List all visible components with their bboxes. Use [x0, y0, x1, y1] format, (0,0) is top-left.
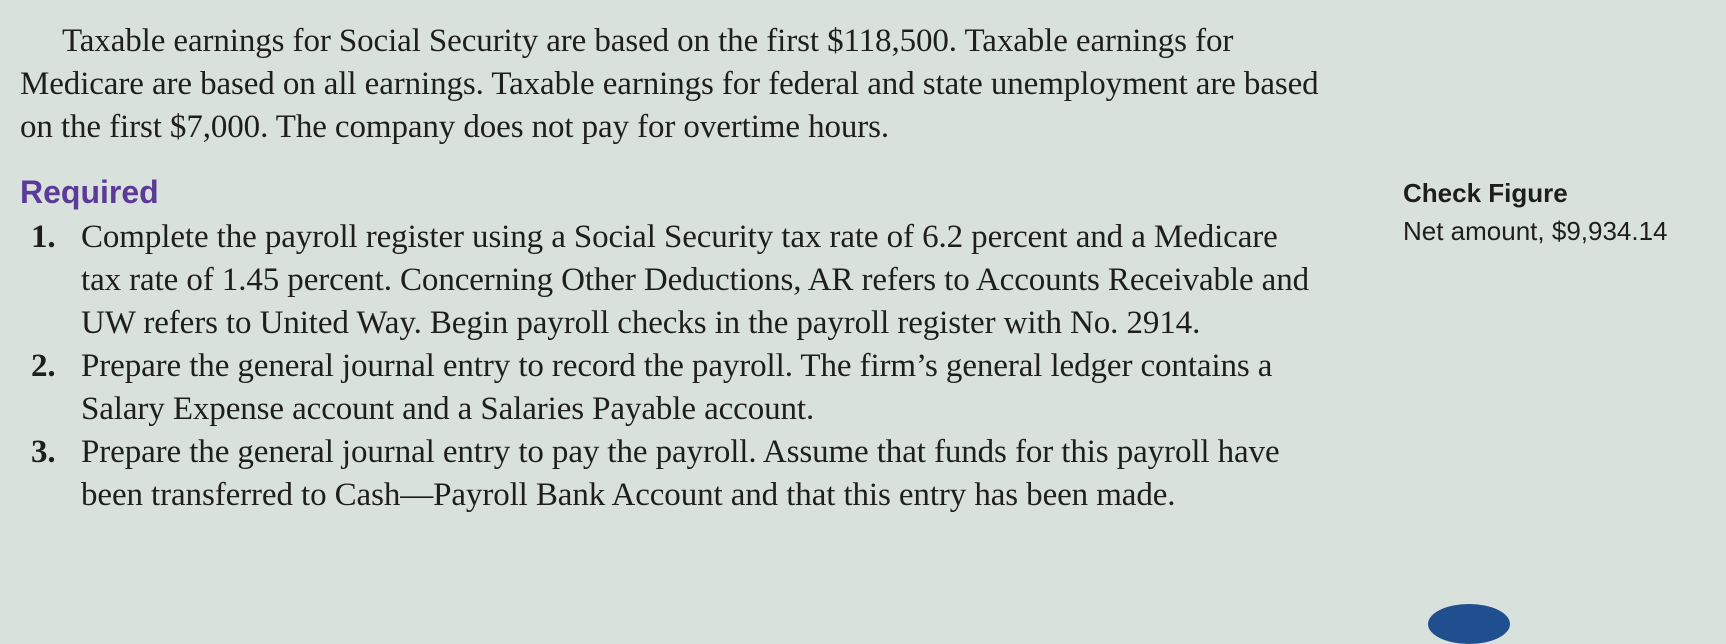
required-heading: Required: [20, 174, 159, 210]
requirements-list: [20, 216, 1320, 517]
intro-paragraph: Taxable earnings for Social Security are based on the first $118,500. Taxable earnings for Medicare are based on all earnings. Taxable earnings for federal and state unemployment are based on the first $7,000. The company does not pay for overtime hours.: [20, 23, 1319, 145]
requirement-number: 1.: [31, 219, 56, 255]
check-figure-box: [1403, 175, 1668, 251]
check-figure-title: Check Figure: [1403, 178, 1568, 208]
requirement-number: 2.: [31, 348, 56, 384]
requirement-number: 3.: [31, 434, 56, 470]
decorative-corner-mark: [1428, 604, 1510, 644]
requirement-text: Prepare the general journal entry to record the payroll. The firm’s general ledger contains a Salary Expense account and a Salaries Payable account.: [81, 348, 1273, 427]
requirement-item-3: [20, 431, 1320, 517]
requirement-text: Prepare the general journal entry to pay the payroll. Assume that funds for this payroll have been transferred to Cash—Payroll Bank Account and that this entry has been made.: [81, 434, 1280, 513]
check-figure-value: Net amount, $9,934.14: [1403, 216, 1668, 246]
requirement-item-2: [20, 345, 1320, 431]
requirement-item-1: [20, 216, 1320, 345]
requirement-text: Complete the payroll register using a Social Security tax rate of 6.2 percent and a Medicare tax rate of 1.45 percent. Concerning Other Deductions, AR refers to Accounts Receivable and UW refers to United Way. Begin payroll checks in the payroll register with No. 2914.: [81, 219, 1309, 341]
